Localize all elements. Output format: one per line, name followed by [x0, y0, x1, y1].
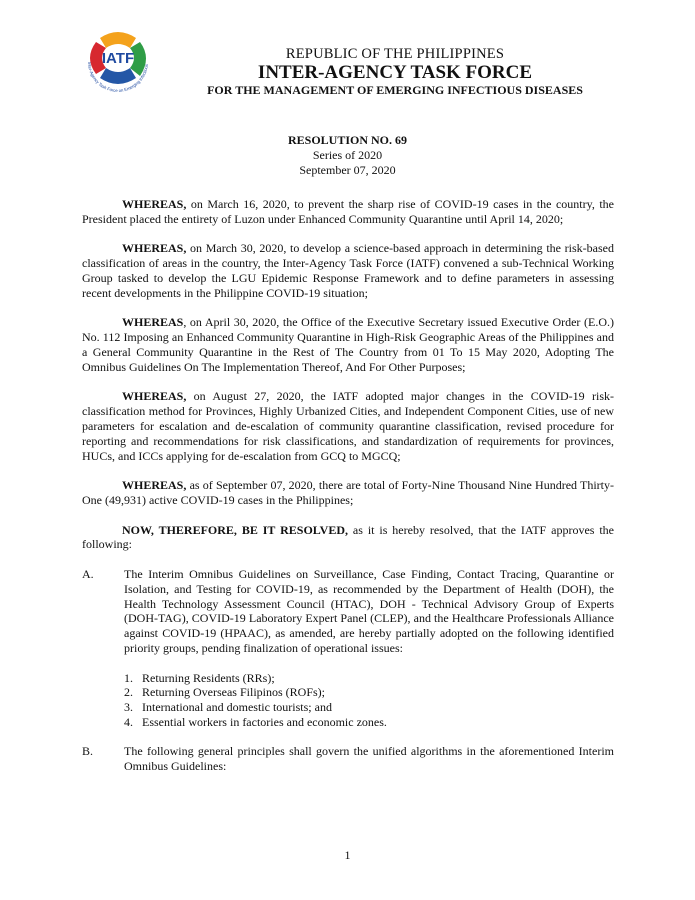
resolution-date: September 07, 2020 [299, 162, 396, 177]
list-item: 2. Returning Overseas Filipinos (ROFs); [124, 685, 325, 700]
item-letter: A. [82, 566, 94, 581]
resolution-heading [0, 133, 695, 177]
list-item: 4. Essential workers in factories and economic zones. [124, 714, 387, 729]
item-text: The Interim Omnibus Guidelines on Surveillance, Case Finding, Contact Tracing, Quarantine or Isolation, and Testing for COVID-19, as recommended by the Department of Health (DOH), the Health Technology Assessment Council (HTAC), DOH - Technical Advisory Group of Experts (DOH-TAG), COVID-19 Laboratory Expert Panel (CLEP), and the Healthcare Professionals Alliance against COVID-19 (HPAAC), as amended, are hereby partially adopted on the following identified priority groups, pending finalization of operational issues: [124, 566, 614, 655]
whereas-paragraph: WHEREAS, on March 16, 2020, to prevent the sharp rise of COVID-19 cases in the country, the President placed the entirety of Luzon under Enhanced Community Quarantine until April 14, 2020; [82, 197, 614, 226]
whereas-paragraph: WHEREAS, on March 30, 2020, to develop a science-based approach in determining the risk-based classification of areas in the country, the Inter-Agency Task Force (IATF) convened a sub-Technical Working Group tasked to develop the LGU Epidemic Response Framework and to define parameters in assessing recent developments in the Philippine COVID-19 situation; [82, 241, 614, 300]
resolution-item-b [82, 744, 614, 774]
priority-groups-list [82, 671, 614, 730]
resolution-body [82, 197, 614, 789]
letterhead [0, 28, 695, 113]
resolution-number: RESOLUTION NO. 69 [287, 133, 408, 147]
agency-title: INTER-AGENCY TASK FORCE [257, 62, 533, 83]
page-number: 1 [344, 848, 351, 862]
resolution-item-a [82, 567, 614, 656]
republic-title: REPUBLIC OF THE PHILIPPINES [285, 46, 505, 62]
list-item: 3. International and domestic tourists; and [124, 700, 332, 715]
letterhead-text [175, 46, 615, 98]
item-text: The following general principles shall govern the unified algorithms in the aforementioned Interim Omnibus Guidelines: [124, 744, 614, 774]
resolution-series: Series of 2020 [312, 147, 383, 162]
iatf-logo-icon [70, 28, 190, 113]
whereas-paragraph: WHEREAS, on August 27, 2020, the IATF adopted major changes in the COVID-19 risk-classification method for Provinces, Highly Urbanized Cities, and Independent Component Cities, use of new parameters for escalation and de-escalation of community quarantine classification, revised procedure for reporting and recommendations for risk classifications, and standardization of requirements for provinces, HUCs, and ICCs applying for de-escalation from GCQ to MGCQ; [82, 389, 614, 463]
item-letter: B. [82, 744, 94, 759]
iatf-logo [70, 28, 190, 113]
list-item: 1. Returning Residents (RRs); [124, 670, 275, 685]
resolved-paragraph: NOW, THEREFORE, BE IT RESOLVED, as it is hereby resolved, that the IATF approves the following: [82, 522, 614, 552]
logo-text: IATF [101, 50, 135, 67]
whereas-paragraph: WHEREAS, as of September 07, 2020, there are total of Forty-Nine Thousand Nine Hundred Thirty-One (49,931) active COVID-19 cases in the Philippines; [82, 478, 614, 507]
logo-ring-text: Inter-Agency Task Force on Emerging Infectious [86, 61, 149, 94]
agency-mission: FOR THE MANAGEMENT OF EMERGING INFECTIOUS DISEASES [207, 83, 583, 97]
whereas-paragraph: WHEREAS, on April 30, 2020, the Office of the Executive Secretary issued Executive Order (E.O.) No. 112 Imposing an Enhanced Community Quarantine in High-Risk Geographic Areas of the Philippines and a General Community Quarantine in the Rest of The Country from 01 To 15 May 2020, Adopting The Omnibus Guidelines On The Implementation Thereof, And For Other Purposes; [82, 315, 614, 374]
